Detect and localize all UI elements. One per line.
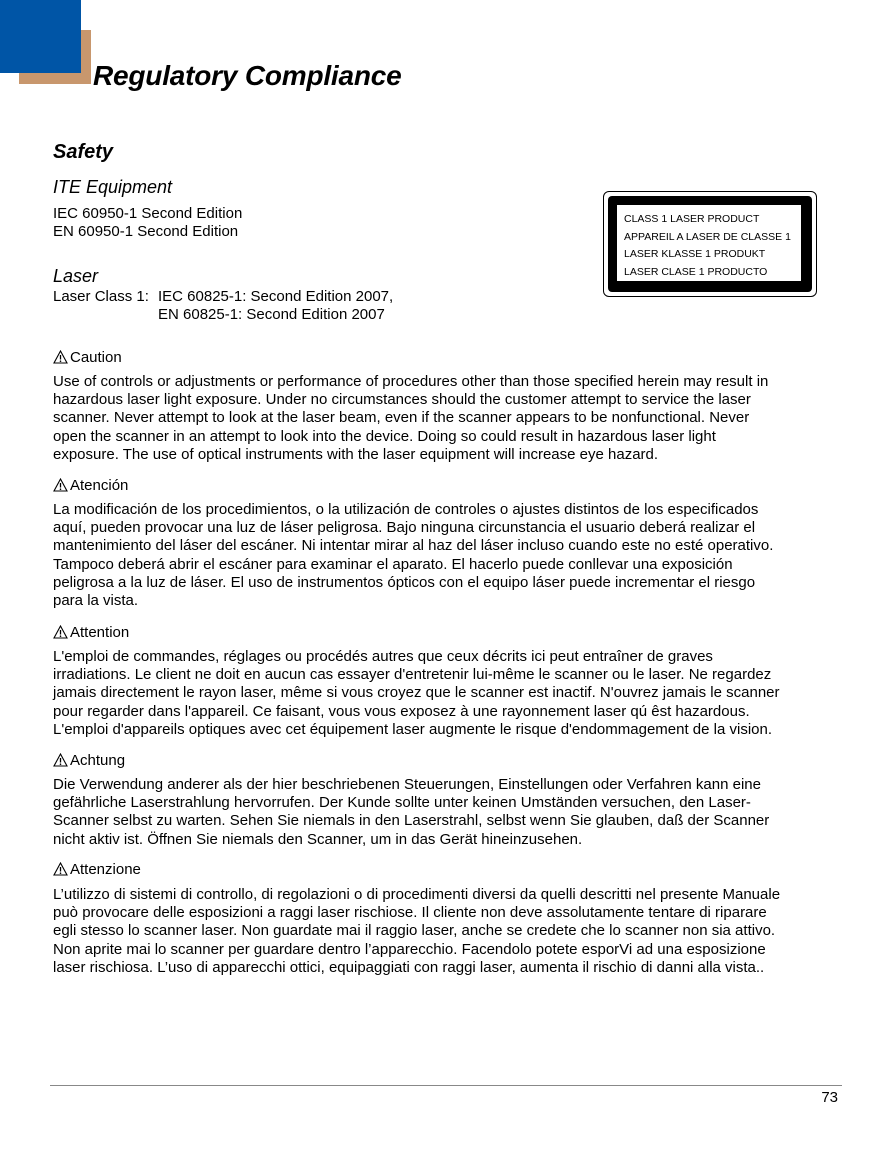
laser-label-line: LASER CLASE 1 PRODUCTO <box>624 265 768 278</box>
paragraph-line: Use of controls or adjustments or performance of procedures other than those specified herein may result in <box>53 373 769 390</box>
warning-triangle-icon <box>53 625 68 639</box>
paragraph-line: irradiations. Le client ne doit en aucun cas essayer d'entretenir lui-même le scanner ou le laser. Ne regardez <box>53 666 772 684</box>
warning-triangle-icon <box>53 862 68 876</box>
paragraph-line: laser rischiosa. L’uso di apparecchi ottici, equipaggiati con raggi laser, aumenta il rischio di danni alla vista.. <box>53 958 765 976</box>
caution-heading <box>53 349 122 367</box>
attention-paragraph <box>53 648 843 739</box>
achtung-paragraph <box>53 776 843 849</box>
laser-standard-line: EN 60825-1: Second Edition 2007 <box>158 306 385 323</box>
warning-triangle-icon <box>53 753 68 767</box>
warning-title: Atención <box>70 477 129 494</box>
warning-triangle-icon <box>53 478 68 492</box>
paragraph-line: scanner. Never attempt to look at the laser beam, even if the scanner appears to be nonfunctional. Never <box>53 409 750 427</box>
attenzione-paragraph <box>53 886 843 977</box>
caution-paragraph <box>53 373 843 464</box>
warning-title: Achtung <box>70 752 126 769</box>
page-number: 73 <box>821 1089 838 1106</box>
paragraph-line: L'emploi de commandes, réglages ou procédés autres que ceux décrits ici peut entraîner de graves <box>53 648 713 665</box>
warning-triangle-icon <box>53 350 68 364</box>
paragraph-line: mantenimiento del láser del escáner. Ni intentar mirar al haz del láser incluso cuando este no esté operativo. <box>53 537 774 555</box>
laser-label-text-area <box>617 205 801 281</box>
atencion-heading <box>53 477 128 495</box>
paragraph-line: Scanner selbst zu warten. Sehen Sie niemals in den Laserstrahl, selbst wenn Sie glauben, daß der Scanner <box>53 812 770 830</box>
ite-equipment-heading: ITE Equipment <box>53 177 173 197</box>
paragraph-line: para la vista. <box>53 592 139 610</box>
footer-divider <box>50 1085 842 1086</box>
page-title: Regulatory Compliance <box>93 60 402 91</box>
warning-title: Attention <box>70 624 130 641</box>
paragraph-line: open the scanner in an attempt to look into the device. Doing so could result in hazardous laser light <box>53 427 716 445</box>
paragraph-line: aquí, pueden provocar una luz de láser peligrosa. Bajo ninguna circunstancia el usuario deberá realizar el <box>53 519 756 537</box>
paragraph-line: L'emploi d'appareils optiques avec cet équipement laser augmente le risque d'endommagement de la vision. <box>53 720 773 738</box>
safety-heading: Safety <box>53 141 114 163</box>
paragraph-line: exposure. The use of optical instruments with the laser equipment will increase eye hazard. <box>53 445 659 463</box>
corner-accent-blue <box>0 0 81 73</box>
paragraph-line: peligrosa a la luz de láser. El uso de instrumentos ópticos con el equipo láser puede incrementar el riesgo <box>53 573 756 591</box>
paragraph-line: può provocare delle esposizioni a raggi laser rischiose. Il cliente non deve assolutamente tentare di riparare <box>53 904 767 922</box>
paragraph-line: hazardous laser light exposure. Under no circumstances should the customer attempt to service the laser <box>53 391 751 409</box>
paragraph-line: La modificación de los procedimientos, o la utilización de controles o ajustes distintos de los especificados <box>53 501 759 518</box>
paragraph-line: egli stesso lo scanner laser. Non guardate mai il raggio laser, anche se credete che lo scanner non sia attivo. <box>53 922 776 940</box>
paragraph-line: Die Verwendung anderer als der hier beschriebenen Steuerungen, Einstellungen oder Verfahren kann eine <box>53 776 761 793</box>
paragraph-line: Tampoco deberá abrir el escáner para examinar el aparato. El hacerlo puede conllevar una exposición <box>53 555 733 573</box>
paragraph-line: jamais directement le rayon laser, même si vous croyez que le scanner est inactif. N'ouvrez jamais le scanner <box>53 684 780 702</box>
laser-standard-line: IEC 60825-1: Second Edition 2007, <box>158 288 394 305</box>
laser-heading: Laser <box>53 266 99 286</box>
paragraph-line: pour regarder dans l'appareil. Ce faisant, vous vous exposez à une rayonnement laser qú êst hazardous. <box>53 702 750 720</box>
laser-class-label-image <box>603 191 817 297</box>
ite-standard-line: EN 60950-1 Second Edition <box>53 223 239 240</box>
laser-label-line: LASER KLASSE 1 PRODUKT <box>624 248 766 260</box>
paragraph-line: gefährliche Laserstrahlung hervorrufen. Der Kunde sollte unter keinen Umständen versuchen, den Laser- <box>53 794 751 812</box>
atencion-paragraph <box>53 501 843 610</box>
warning-title: Attenzione <box>70 861 141 878</box>
achtung-heading <box>53 752 125 770</box>
paragraph-line: Non aprite mai lo scanner per guardare dentro l’apparecchio. Facendolo potete esporVi ad una esposizione <box>53 940 766 958</box>
laser-label-line: APPAREIL A LASER DE CLASSE 1 <box>624 230 791 243</box>
paragraph-line: L’utilizzo di sistemi di controllo, di regolazioni o di procedimenti diversi da quelli descritti nel presente Manuale <box>53 886 781 903</box>
laser-label-line: CLASS 1 LASER PRODUCT <box>624 213 760 225</box>
paragraph-line: nicht aktiv ist. Öffnen Sie niemals den Scanner, um in das Gerät hineinzusehen. <box>53 830 583 848</box>
laser-class-label: Laser Class 1: <box>53 288 149 305</box>
warning-title: Caution <box>70 349 122 366</box>
attention-heading <box>53 624 129 642</box>
attenzione-heading <box>53 861 141 879</box>
ite-standard-line: IEC 60950-1 Second Edition <box>53 205 243 222</box>
